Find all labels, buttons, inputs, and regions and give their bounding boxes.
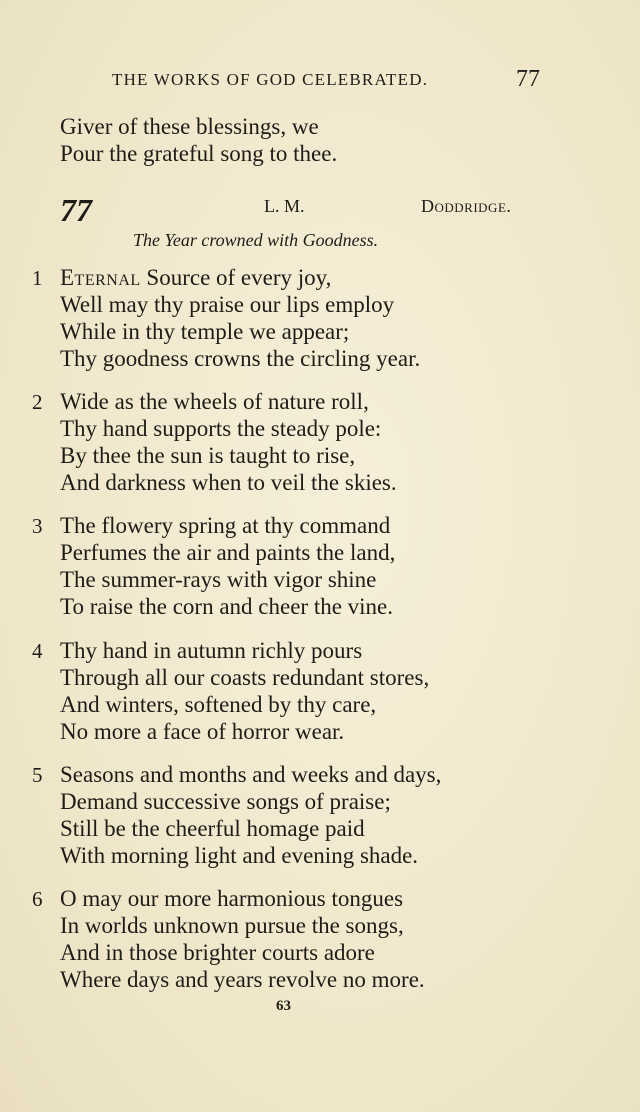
verse-line: With morning light and evening shade. <box>60 843 419 868</box>
verse-number: 1 <box>32 266 43 290</box>
verse-line: Thy hand in autumn richly pours <box>60 638 363 663</box>
verse-line: In worlds unknown pursue the songs, <box>60 913 404 938</box>
hymn-meter: L. M. <box>264 196 305 216</box>
verse-line: Demand successive songs of praise; <box>60 789 391 814</box>
signature-mark: 63 <box>276 998 291 1014</box>
verse-line: And darkness when to veil the skies. <box>60 470 397 495</box>
verse-line: O may our more harmonious tongues <box>60 886 404 911</box>
verse-line: Thy hand supports the steady pole: <box>60 416 382 441</box>
verse-line: Perfumes the air and paints the land, <box>60 540 396 565</box>
verse-line: And winters, softened by thy care, <box>60 692 377 717</box>
verse-line: And in those brighter courts adore <box>60 940 375 965</box>
verse-number: 2 <box>32 390 43 414</box>
verse-line: Where days and years revolve no more. <box>60 967 425 992</box>
verse-line: No more a face of horror wear. <box>60 719 345 744</box>
verse-line: The flowery spring at thy command <box>60 513 391 538</box>
verse-number: 5 <box>32 763 43 787</box>
verse-line: The summer-rays with vigor shine <box>60 567 377 592</box>
verse-number: 6 <box>32 887 43 911</box>
page-number: 77 <box>516 66 540 92</box>
verse-line: Wide as the wheels of nature roll, <box>60 389 369 414</box>
verse-line: By thee the sun is taught to rise, <box>60 443 356 468</box>
verse-line: Through all our coasts redundant stores, <box>60 665 430 690</box>
verse-number: 3 <box>32 514 43 538</box>
hymn-author: Doddridge. <box>421 196 512 216</box>
verse-line: Well may thy praise our lips employ <box>60 292 395 317</box>
previous-hymn-line: Giver of these blessings, we <box>60 114 319 139</box>
verse-line: Still be the cheerful homage paid <box>60 816 365 841</box>
verse-line: While in thy temple we appear; <box>60 319 350 344</box>
verse-line <box>60 264 331 291</box>
verse-line-rest: Source of every joy, <box>140 265 332 290</box>
verse-first-word: Eternal <box>60 265 141 290</box>
verse-line: To raise the corn and cheer the vine. <box>60 594 394 619</box>
hymn-title: The Year crowned with Goodness. <box>133 230 379 250</box>
previous-hymn-line: Pour the grateful song to thee. <box>60 141 338 166</box>
running-head: THE WORKS OF GOD CELEBRATED. <box>112 70 429 89</box>
verse-line: Seasons and months and weeks and days, <box>60 762 442 787</box>
hymn-number: 77 <box>60 192 92 228</box>
verse-line: Thy goodness crowns the circling year. <box>60 346 421 371</box>
verse-number: 4 <box>32 639 43 663</box>
